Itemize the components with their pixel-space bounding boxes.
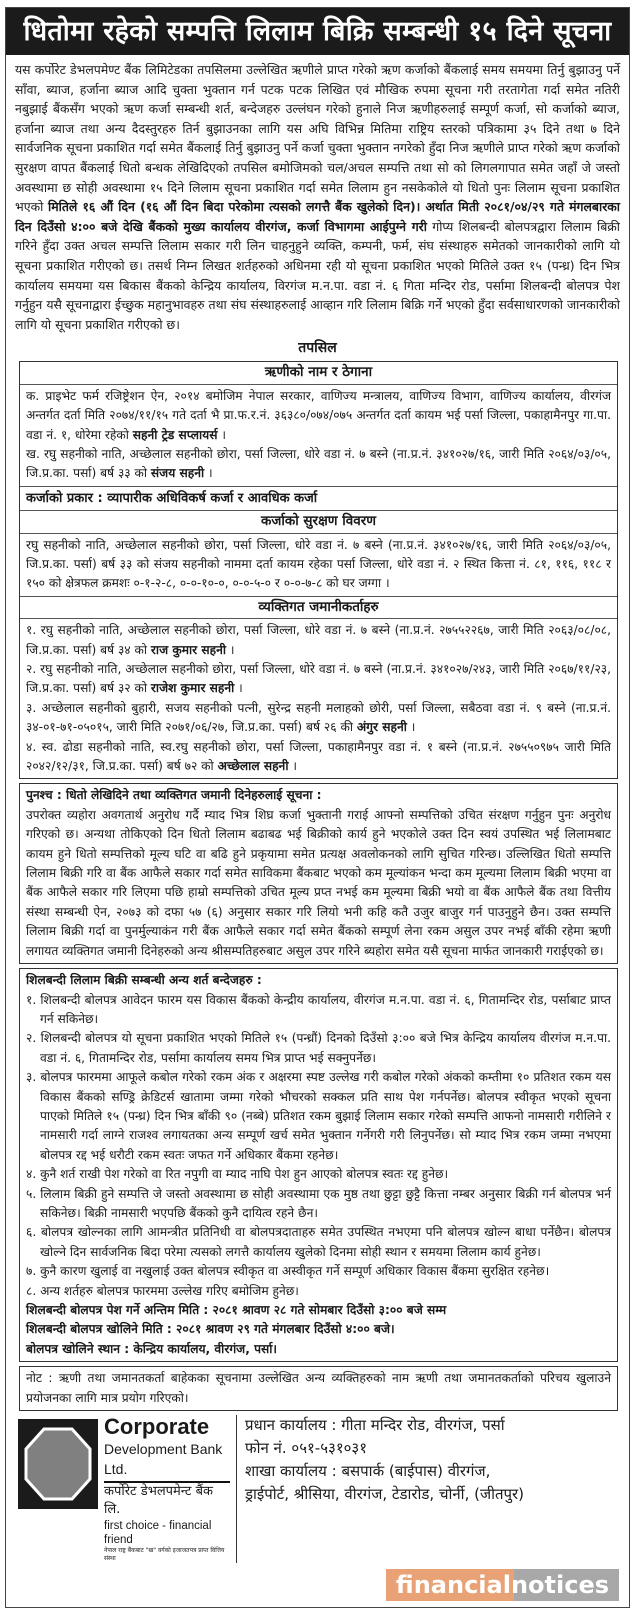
borrower-ka bbox=[20, 385, 617, 487]
bid-opening-place: बोलपत्र खोलिने स्थान : केन्द्रिय कार्यालय, वीरगंज, पर्सा। bbox=[26, 1341, 278, 1356]
condition-item: ५. लिलाम बिक्री हुने सम्पत्ति जे जस्तो अवस्थामा छ सोही अवस्थामा एक मुष्ठ तथा छुट्टा छुट्टै कित्ता नम्बर अनुसार बिक्री गर्न बोलपत्र भर्न सकिनेछ। बिक्री नामसारी भएपछि बैंकको कुनै दायित्व रहने छैन। bbox=[26, 1186, 611, 1220]
guarantor-name: राजेश कुमार सहनी bbox=[150, 681, 235, 696]
notice-frame bbox=[5, 7, 630, 1608]
guarantor-text: १. रघु सहनीको नाति, अच्छेलाल सहनीको छोरा, पर्सा जिल्ला, धोरे वडा नं. ७ बस्ने (ना.प्र.नं. २७५५२२६७, जारी मिति २०६३/०८/०८, जि.प्र.का. पर्सा) बर्ष ३४ को bbox=[26, 623, 611, 657]
branch-office-1: शाखा कार्यालय : बसपार्क (बाईपास) वीरगंज, bbox=[245, 1462, 491, 1481]
guarantors-list bbox=[20, 619, 617, 778]
bank-logo bbox=[18, 1419, 98, 1509]
license-text: नेपाल राष्ट्र बैंकबाट "ख" वर्गको इजाजतपत्र प्राप्त वित्तिय संस्था bbox=[104, 1547, 225, 1563]
note-box bbox=[19, 1366, 618, 1411]
guarantors-heading: व्यक्तिगत जमानीकर्ताहरु bbox=[20, 597, 617, 619]
sentence-end: । bbox=[288, 759, 297, 774]
guarantor-text: ३. अच्छेलाल सहनीको बुहारी, सजय सहनीको पत्नी, सुरेन्द्र सहनी मलाहको छोरी, पर्सा जिल्ला, सबैठवा वडा नं. ९ बस्ने (ना.प्र.नं. ३४-०१-७१-०५०१५, जारी मिति २०७१/०६/२७, जि.प्र.का. पर्सा) बर्ष २६ की bbox=[26, 700, 611, 735]
sentence-end: । bbox=[406, 720, 416, 735]
guarantor-text: ४. स्व. ढोडा सहनीको नाति, स्व.रघु सहनीको छोरा, पर्सा जिल्ला, पकाहामैनपुर वडा नं. १ बस्ने (ना.प्र.नं. २७५५०९७५ जारी मिति २०४२/१२/३१, जि.प्र.का. पर्सा) बर्ष ७२ को bbox=[26, 739, 611, 774]
guarantor-name: अच्छेलाल सहनी bbox=[217, 759, 289, 774]
guarantor-text: २. रघु सहनीको नाति, अच्छेलाल सहनीको छोरा, पर्सा जिल्ला, धोरे वडा नं. ७ बस्ने (ना.प्र.नं. ३४१०२७/२४३, जारी मिति २०६७/११/२३, जि.प्र.का. पर्सा) बर्ष ३२ को bbox=[26, 662, 611, 696]
postscript-content bbox=[20, 784, 617, 963]
branch-office-2: ड्राईपोर्ट, श्रीसिया, वीरगंज, टेडारोड, चोर्नी, (जीतपुर) bbox=[245, 1485, 525, 1504]
note-text: नोट : ऋणी तथा जमानतकर्ता बाहेकका सूचनामा उल्लेखित अन्य व्यक्तिहरुको नाम ऋणी तथा जमानतकर्ताको परिचय खुलाउने प्रयोजनका लागि मात्र प्रयोग गरिएको। bbox=[26, 1371, 611, 1405]
conditions-box bbox=[19, 968, 618, 1362]
phone: फोन नं. ०५१-५३१०३१ bbox=[245, 1439, 368, 1458]
condition-item: ३. बोलपत्र फारममा आफूले कबोल गरेको रकम अंक र अक्षरमा स्पष्ट उल्लेख गरी कबोल गरेको अंकको कम्तीमा १० प्रतिशत रकम यस विकास बैंकको सण्ड्रि क्रेडिटर्स खातामा जम्मा गरेको भौचरको सक्कल प्रति साथ पेश गर्नपर्नेछ। बोलपत्र स्वीकृत भएको सूचना पाएको मितिले १५ (पन्ध्र) दिन भित्र बाँकी ९० (नब्बे) प्रतिशत रकम बुझाई लिलाम सकार गरेको सम्पत्ति आफनो नामसारी गरीलिने र नामसारी गर्दा लाग्ने राजश्व लगायतका अन्य सम्पूर्ण खर्च समेत भुक्तान गर्नेगरी गरी लिनुपर्नेछ। सो म्याद भित्र रकम जम्मा नभएमा बोलपत्र रद्द भई धरौटी रकम स्वतः जफत गर्ने अधिकार बैंकमा रहनेछ। bbox=[26, 1070, 611, 1162]
brand-block bbox=[104, 1415, 237, 1563]
guarantor-item bbox=[26, 660, 611, 699]
notice-title: धितोमा रहेको सम्पत्ति लिलाम बिक्रि सम्बन्धी १५ दिने सूचना bbox=[6, 8, 629, 55]
condition-item: ६. बोलपत्र खोल्नका लागि आमन्त्रीत प्रतिनिधी वा बोलपत्रदाताहरु समेत उपस्थित नभएमा पनि बोलपत्र खोल्न बाधा पर्नेछैन। बोलपत्र खोल्ने दिन सार्वजनिक बिदा परेमा त्यसको लगत्तै कार्यालय खुलेको दिनमा सोही स्थान र समयमा लिलाम कार्य हुनेछ। bbox=[26, 1225, 611, 1259]
schedule-table bbox=[19, 361, 618, 779]
borrower-ka-text: क. प्राइभेट फर्म रजिष्ट्रेशन ऐन, २०१४ बमोजिम नेपाल सरकार, वाणिज्य मन्त्रालय, वाणिज्य विभाग, वाणिज्य कार्यालय, वीरगंज अन्तर्गत दर्ता मिति २०७४/११/१५ गते दर्ता भै प्रा.फ.र.नं. ३६३८०/०७४/०७५ अन्तर्गत दर्ता कायम भई पर्सा जिल्ला, पकाहामैनपुर गा.पा. वडा नं. १, धोरेमा रहेको bbox=[26, 388, 611, 442]
guarantor-item bbox=[26, 738, 611, 777]
condition-item: ८. अन्य शर्तहरु बोलपत्र फारममा उल्लेख गरिए बमोजिम हुनेछ। bbox=[26, 1283, 299, 1298]
conditions-heading: शिलबन्दी लिलाम बिक्री सम्बन्धी अन्य शर्त बन्देजहरु : bbox=[26, 973, 262, 988]
schedule-heading: तपसिल bbox=[298, 340, 337, 357]
conditions-content bbox=[20, 969, 617, 1361]
octagon-logo-icon bbox=[18, 1419, 98, 1509]
borrower-person-name: संजय सहनी bbox=[150, 466, 205, 481]
intro-text-1: यस कर्पोरेट डेभलपमेण्ट बैंक लिमिटेडका तपसिलमा उल्लेखित ऋणीले प्राप्त गरेको ऋण कर्जाको बैंकलाई समय समयमा तिर्नु बुझाउनु पर्ने साँवा, ब्याज, हर्जाना ब्याज आदि चुक्ता भुक्तान गर्न पटक पटक लिखित एवं मौखिक रुपमा सूचना गरी तरतागेता गर्दा समेत नतिरी नबुझाई बैंकसँग भएको ऋण कर्जा सम्बन्धी शर्त, बन्देजहरु उल्लंघन गरेको हुनाले निज ऋणीहरुलाई सम्पूर्ण कर्जा, सो कर्जाको ब्याज, हर्जाना ब्याज तथा अन्य दैदस्तुरहरु तिर्न बुझाउनका लागि यस अघि विभिन्न मितिमा राष्ट्रिय स्तरको पत्रिकामा ३५ दिने तथा ७ दिने सार्वजनिक सूचना प्रकाशित गर्दा समेत बैंकलाई तिर्नु बुझाउनु पर्ने कर्जा चुक्ता भुक्तान नगरेको हुँदा निज ऋणीले प्राप्त गरेको ऋण कर्जाको सुरक्षण वापत बैंकलाई धितो बन्धक लेखिदिएको तपसिल बमोजिमको चल/अचल सम्पत्ति तथा सो को लिगलगापात समेत जहाँ जे जस्तो अवस्थामा छ सोही अवस्थामा १५ दिने लिलाम सूचना प्रकाशित गर्दा समेत लिलाम हुन नसकेकोले यो धितो पुनः लिलाम सूचना प्रकाशित भएको bbox=[15, 62, 620, 215]
brand-tagline: first choice - financial friend bbox=[104, 1520, 212, 1547]
brand-name-line1: Corporate bbox=[104, 1414, 210, 1440]
condition-item: ७. कुनै कारण खुलाई वा नखुलाई उक्त बोलपत्र स्वीकृत वा अस्वीकृत गर्ने सम्पूर्ण अधिकार विकास बैंकमा सुरक्षित रहनेछ। bbox=[26, 1264, 550, 1279]
intro-text-2: गोप्य शिलबन्दी बोलपत्रद्वारा लिलाम बिक्री गरिने हुँदा उक्त अचल सम्पत्ति लिलाम सकार गरी लिन चाहनुहुने व्यक्ति, कम्पनी, फर्म, संघ संस्थाहरु समेतको जानकारीको लागि यो सूचना प्रकाशित गरीएको छ। तसर्थ निम्न लिखत शर्तहरुको अधिनमा रही यो सूचना प्रकाशित भएको मितिले उक्त १५ (पन्ध्र) दिन भित्र कार्यालय समयमा यस बिकास बैंकको केन्द्रिय कार्यालय, विरगंज म.न.पा. वडा नं. ६ गिता मन्दिर रोड, पर्सामा शिलबन्दी बोलपत्र पेश गर्नुहुन यसै सूचनाद्वारा ईच्छुक महानुभावहरु तथा संघ संस्थाहरुलाई आव्हान गरि लिलाम बिक्रि गर्ने भएको हुँदा सर्वसाधारणको जानकारीको लागि यो सूचना प्रकाशित गरीएको छ। bbox=[15, 218, 620, 332]
condition-item: १. शिलबन्दी बोलपत्र आवेदन फारम यस विकास बैंकको केन्द्रीय कार्यालय, वीरगंज म.न.पा. वडा नं. ६, गितामन्दिर रोड, पर्साबाट प्राप्त गर्न सकिनेछ। bbox=[26, 992, 611, 1026]
loan-type: कर्जाको प्रकार : व्यापारीक अधिविकर्ष कर्जा र आवधिक कर्जा bbox=[20, 487, 617, 511]
head-office: प्रधान कार्यालय : गीता मन्दिर रोड, वीरगंज, पर्सा bbox=[245, 1416, 505, 1435]
borrower-item bbox=[26, 387, 611, 445]
intro-paragraph bbox=[15, 60, 620, 334]
sentence-end: । bbox=[204, 466, 213, 481]
security-text: रघु सहनीको नाति, अच्छेलाल सहनीको छोरा, पर्सा जिल्ला, धोरे वडा नं. ७ बस्ने (ना.प्र.नं. ३४१०२७/१६, जारी मिति २०६४/०३/०५, जि.प्र.का. पर्सा) बर्ष ३३ को संजय सहनीको नाममा दर्ता कायम रहेका पर्सा जिल्ला, धोरे वडा नं. २ स्थित कित्ता नं. ८१, ११६, ११८ र १५० को क्षेत्रफल क्रमशः ०-१-२-८, ०-०-१०-०, ०-०-५-० र ०-०-७-८ को घर जग्गा । bbox=[20, 534, 617, 597]
sentence-end: । bbox=[217, 427, 226, 442]
bid-opening-date: शिलबन्दी बोलपत्र खोलिने मिति : २०८१ श्रावण २९ गते मंगलबार दिउँसो ४:०० बजे। bbox=[26, 1322, 395, 1337]
watermark: financialnotices bbox=[386, 1569, 619, 1601]
security-heading: कर्जाको सुरक्षण विवरण bbox=[20, 511, 617, 533]
brand-name-nepali: कर्पोरेट डेभलपमेन्ट बैंक लि. bbox=[104, 1484, 213, 1518]
guarantor-item bbox=[26, 699, 611, 738]
footer bbox=[12, 1415, 623, 1563]
condition-item: ४. कुनै शर्त राखी पेश गरेको वा रित नपुगी वा म्याद नाघि पेश हुन आएको बोलपत्र स्वतः रद्द हुनेछ। bbox=[26, 1167, 449, 1182]
bid-deadline: शिलबन्दी बोलपत्र पेश गर्ने अन्तिम मिति : २०८१ श्रावण २८ गते सोमबार दिउँसो ३:०० बजे सम्म bbox=[26, 1303, 447, 1317]
sentence-end: । bbox=[226, 642, 235, 657]
borrower-heading: ऋणीको नाम र ठेगाना bbox=[20, 362, 617, 384]
borrower-kha-text: ख. रघु सहनीको नाति, अच्छेलाल सहनीको छोरा, पर्सा जिल्ला, धोरे वडा नं. ७ बस्ने (ना.प्र.नं. ३४१०२७/१६, जारी मिति २०६४/०३/०५, जि.प्र.का. पर्सा) बर्ष ३३ को bbox=[26, 446, 611, 481]
borrower-item bbox=[26, 445, 611, 484]
brand-name-line2: Development Bank Ltd. bbox=[104, 1439, 230, 1483]
sentence-end: । bbox=[234, 681, 243, 696]
addresses bbox=[245, 1415, 623, 1563]
postscript-text: उपरोक्त व्यहोरा अवगतार्थ अनुरोध गर्दै म्याद भित्र शिघ्र कर्जा भुक्तानी गराई आफ्नो सम्पत्तिको उचित संरक्षण गर्नुहुन पुनः अनुरोध गरिएको छ। अन्यथा तोकिएको दिन धितो लिलाम बढाबढ भई बिक्रीको कार्य हुने भएकोले उक्त दिन स्वयं उपस्थित भई लिलामबाट कायम हुने धितो सम्पत्तिको मूल्य घटि वा बढि हुने प्रकृयामा समेत प्रत्यक्ष अवलोकनको लागि सुचित गरिन्छ। उल्लिखित धितो सम्पत्ति लिलाम बिक्री गरि वा बैंक आफैले सकार गर्दा समेत साविकमा बैंकबाट भएको कम मूल्यांकन भन्दा कम मूल्यमा लिलाम बिक्री भएमा वा बैंक आफैले सकार गरि लिएमा पछि हाम्रो सम्पत्तिको उचित मूल्य प्रप्त नभई कम मूल्यमा बिक्री भयो वा बैंक आफैले बैंक तथा वित्तीय संस्था सम्बन्धी ऐन, २०७३ को दफा ५७ (६) अनुसार सकार गरि लियो भनी कहि कतै उजुर बाजुर गर्न पाउनुहुने छैन। उक्त सम्पत्ति लिलाम बिक्री गर्दा वा पुनर्मुल्याकंन गरी बैंक आफैले सकार गर्दा समेत बैंकको सम्पूर्ण लेना रकम असुल उपर नभई बाँकी रहेमा ऋणी लगायत व्यक्तिगत जमानी दिनेहरुको अन्य श्रीसम्पतिहरुबाट असुल उपर गरिने ब्यहोरा समेत यसै सूचना मार्फत जानकारी गराईएको छ। bbox=[26, 807, 611, 958]
guarantor-item bbox=[26, 621, 611, 660]
guarantor-name: अंगुर सहनी bbox=[356, 720, 407, 735]
guarantor-name: राज कुमार सहनी bbox=[150, 642, 227, 657]
postscript-box bbox=[19, 783, 618, 964]
postscript-heading: पुनश्च : धितो लेखिदिने तथा व्यक्तिगत जमानी दिनेहरुलाई सूचना : bbox=[26, 788, 322, 803]
borrower-firm-name: सहनी ट्रेड सप्लायर्स bbox=[132, 427, 218, 442]
intro-auction-date: मितिले १६ औं दिन (१६ औं दिन बिदा परेकोमा त्यसको लगत्तै बैंक खुलेको दिन)। अर्थात मिती २०८१/०४/२९ गते मंगलबारका दिन दिउँसो ४:०० बजे देखि बैंकको मुख्य कार्यालय वीरगंज, कर्जा विभागमा आईपुग्ने गरी bbox=[15, 199, 620, 234]
condition-item: २. शिलबन्दी बोलपत्र यो सूचना प्रकाशित भएको मितिले १५ (पन्ध्रौं) दिनको दिउँसो ३:०० बजे भित्र केन्द्रिय कार्यालय वीरगंज म.न.पा. वडा नं. ६, गितामन्दिर रोड, पर्सामा कार्यालय समय भित्र प्राप्त भई सक्नुपर्नेछ। bbox=[26, 1031, 611, 1065]
